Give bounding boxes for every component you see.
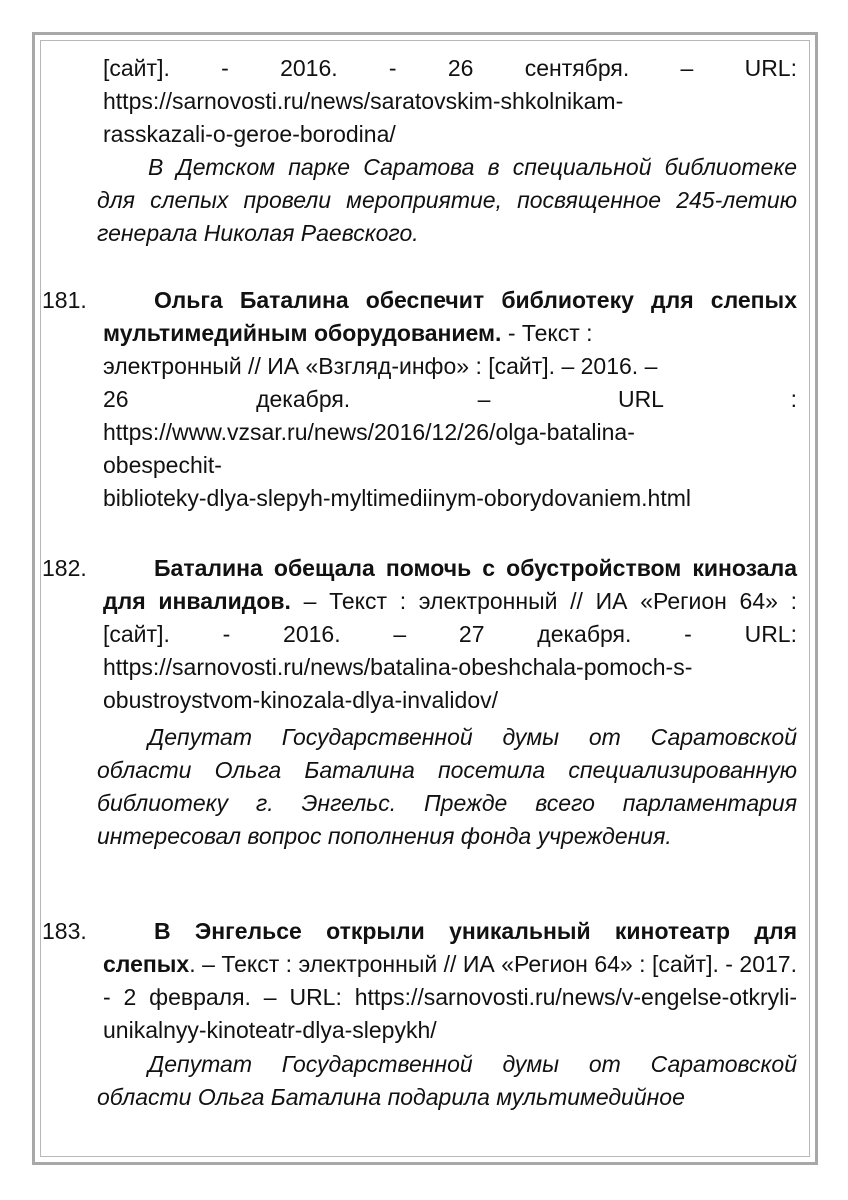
entry-181-url-3: biblioteky-dlya-slepyh-myltimediinym-oborydovaniem.html xyxy=(103,485,691,511)
entry-181-number: 181. xyxy=(42,287,87,313)
entry-182-text xyxy=(103,552,797,717)
entry-181-date-line: 26 декабря. – URL : xyxy=(103,386,797,412)
entry-181-url-1: https://www.vzsar.ru/news/2016/12/26/olga-batalina- xyxy=(103,419,635,445)
prev-entry-url-line-2: rasskazali-o-geroe-borodina/ xyxy=(103,121,396,147)
entry-183-title-end: слепых xyxy=(103,951,190,977)
entry-182-title: Баталина обещала помочь с обустройством кинозала для инвалидов. xyxy=(103,555,797,614)
prev-entry-url-line-1: https://sarnovosti.ru/news/saratovskim-shkolnikam- xyxy=(103,88,624,114)
prev-entry-line-1: [сайт]. - 2016. - 26 сентября. – URL: xyxy=(103,55,797,81)
entry-183-text xyxy=(103,915,797,1047)
entry-183-number: 183. xyxy=(42,918,87,944)
entry-183-annotation: Депутат Государственной думы от Саратовской области Ольга Баталина подарила мультимедийное xyxy=(97,1051,797,1110)
entry-181-desc: - Текст : xyxy=(501,320,593,346)
entry-181-url-2: obespechit- xyxy=(103,452,222,478)
entry-183-title: В Энгельсе открыли уникальный кинотеатр для xyxy=(154,918,797,944)
prev-entry-continuation xyxy=(103,52,797,151)
entry-182-number: 182. xyxy=(42,555,87,581)
entry-181-details xyxy=(103,350,797,515)
entry-183-desc: . – Текст : электронный // ИА «Регион 64» : [сайт]. - 2017. - 2 февраля. – URL: https://sarnovosti.ru/news/v-engelse-otkryli-unikalnyy-kinoteatr-dlya-slepykh/ xyxy=(103,951,797,1043)
entry-181-title: Ольга Баталина обеспечит библиотеку для слепых мультимедийным оборудованием. xyxy=(103,287,797,346)
entry-182-annotation: Депутат Государственной думы от Саратовской области Ольга Баталина посетила специализированную библиотеку г. Энгельс. Прежде всего парламентария интересовал вопрос пополнения фонда учреждения. xyxy=(97,724,797,849)
entry-182-desc: – Текст : электронный // ИА «Регион 64» : [сайт]. - 2016. – 27 декабря. - URL: https://sarnovosti.ru/news/batalina-obeshchala-pomoch-s-obustroystvom-kinozala-dlya-invalidov/ xyxy=(103,588,797,713)
entry-181-text xyxy=(103,284,797,350)
entry-181-source-line: электронный // ИА «Взгляд-инфо» : [сайт]. – 2016. – xyxy=(103,353,658,379)
prev-entry-annotation: В Детском парке Саратова в специальной библиотеке для слепых провели мероприятие, посвященное 245-летию генерала Николая Раевского. xyxy=(97,154,797,246)
